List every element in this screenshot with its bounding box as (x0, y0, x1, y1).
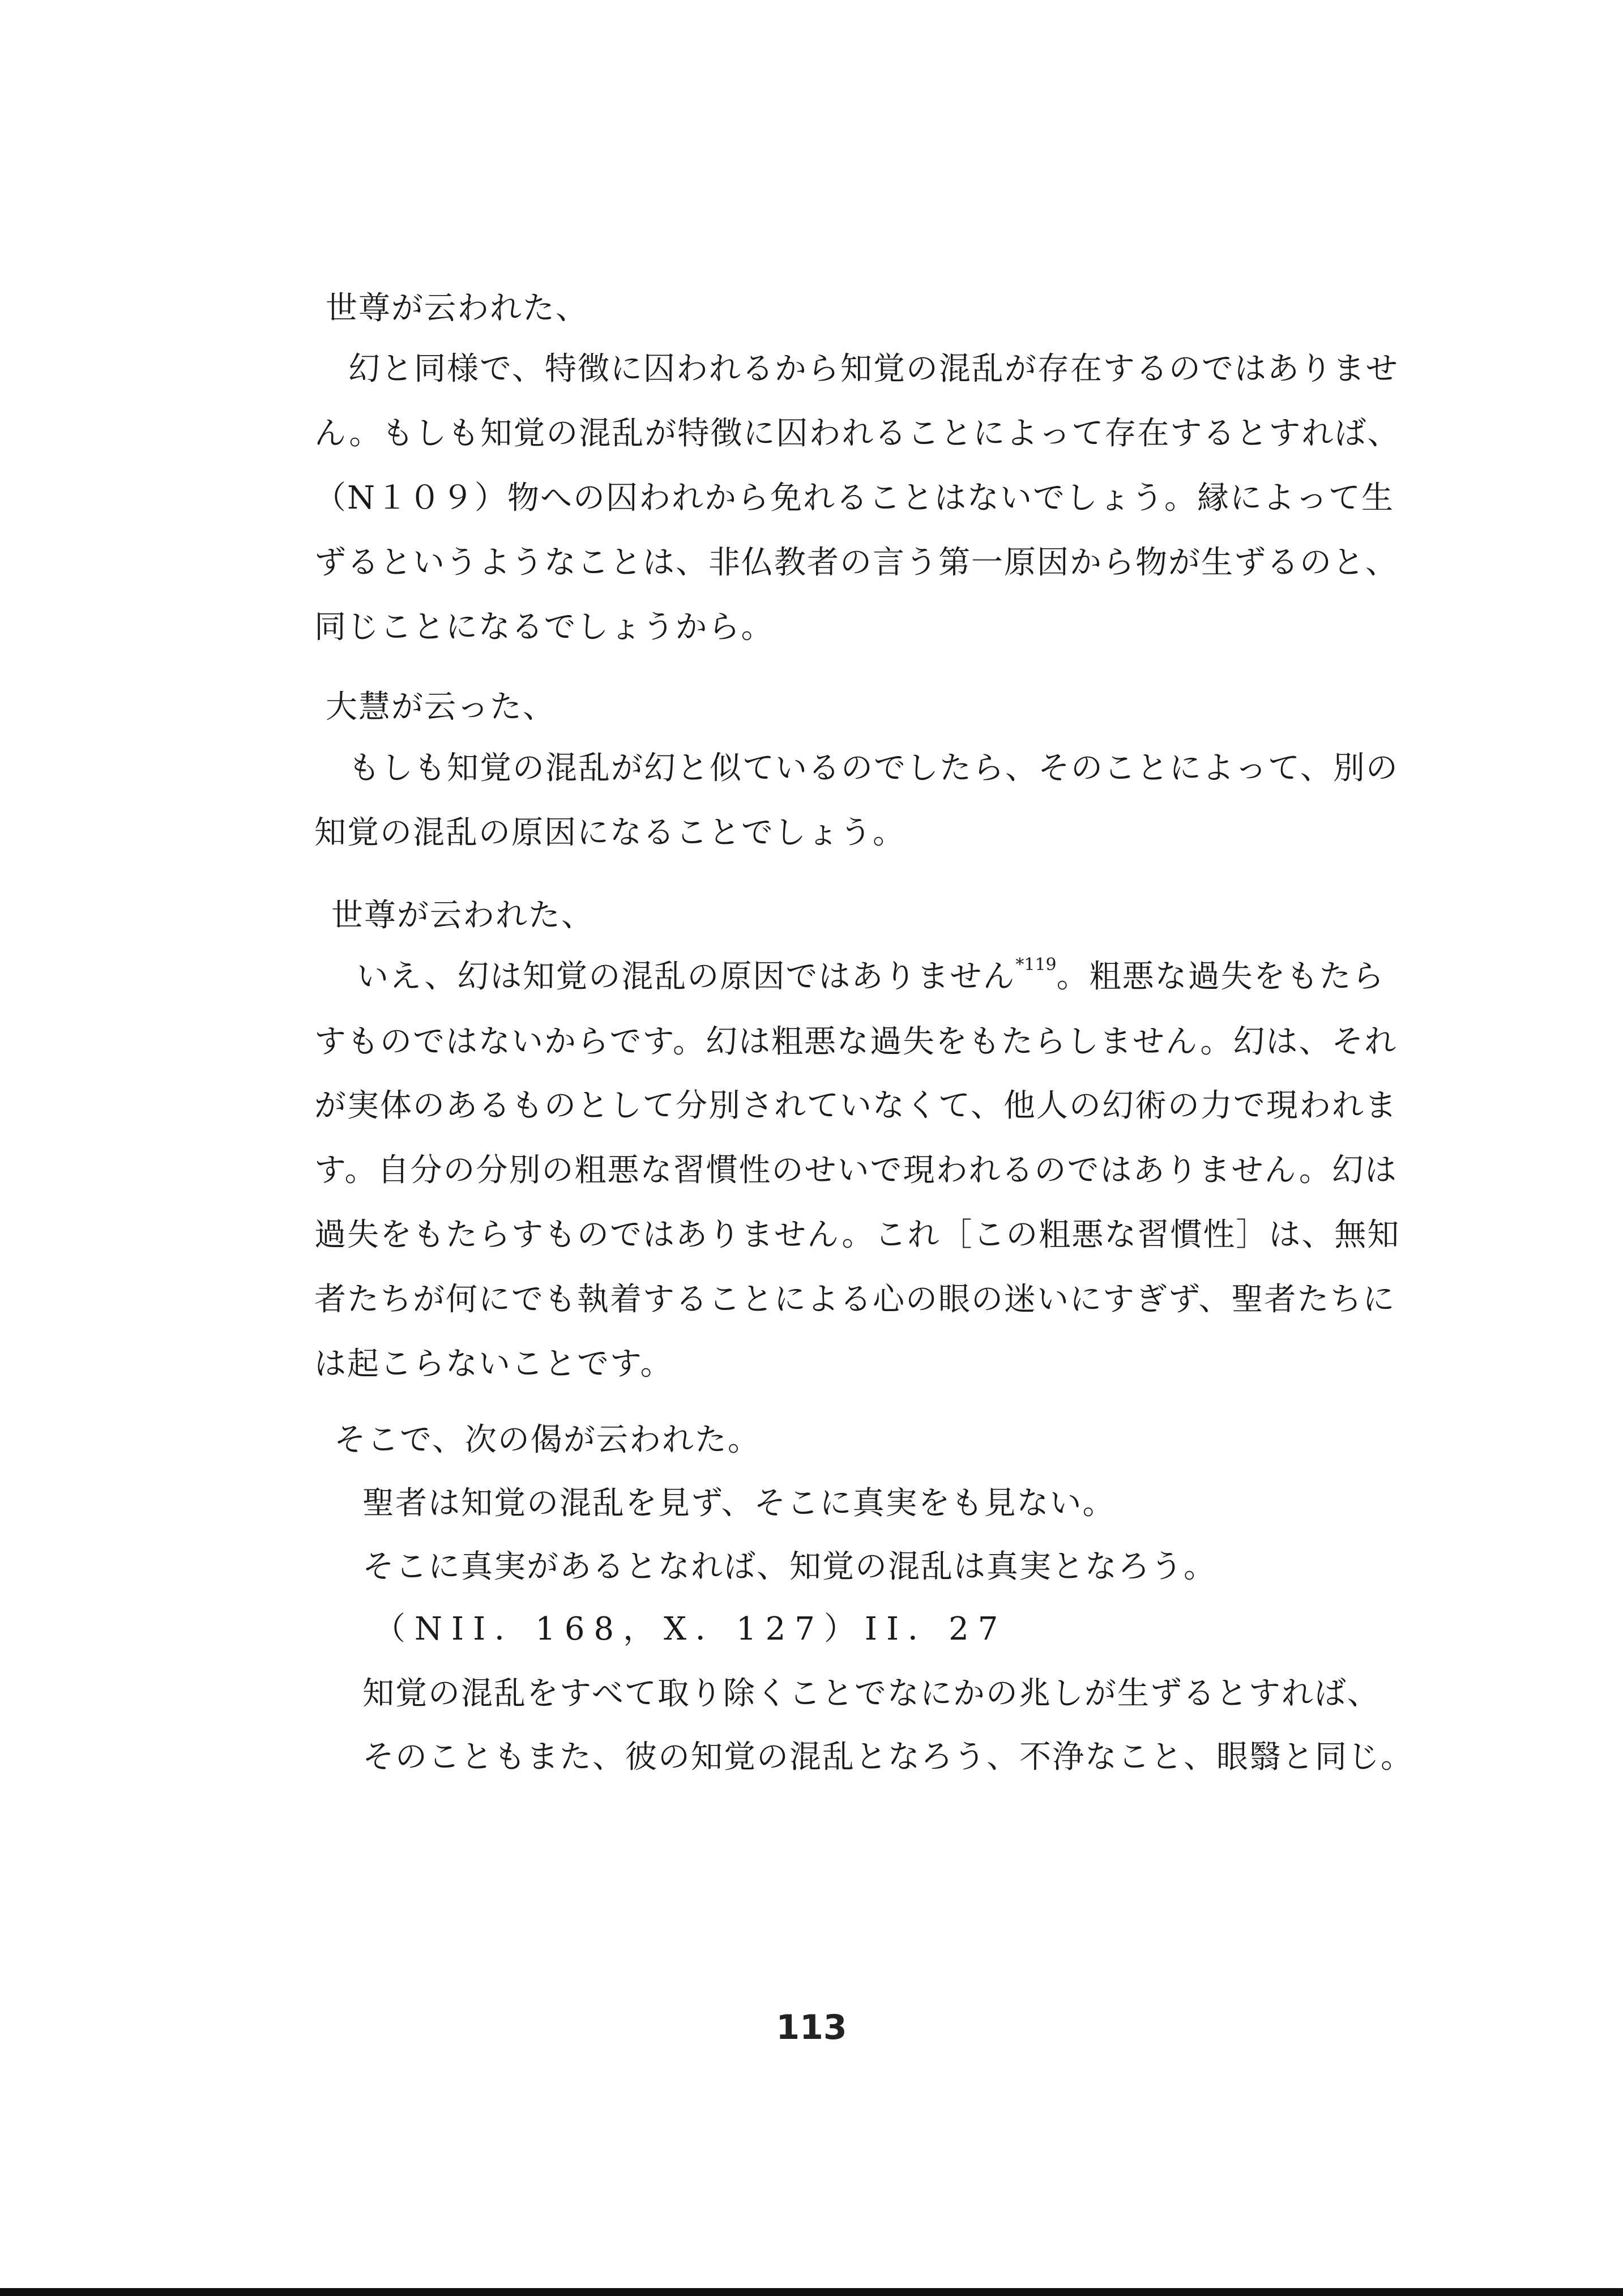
paragraph-line: が実体のあるものとして分別されていなくて、他人の幻術の力で現われま (314, 1087, 1398, 1124)
paragraph-line: す。自分の分別の粗悪な習慣性のせいで現われるのではありません。幻は (314, 1152, 1398, 1189)
verse-line: そこに真実があるとなれば、知覚の混乱は真実となろう。 (362, 1548, 1216, 1585)
speaker-line: 大慧が云った、 (326, 689, 556, 725)
verse-reference: （NII．168，X．127）II．27 (374, 1611, 1007, 1648)
bottom-border (0, 2288, 1623, 2296)
paragraph-line: 過失をもたらすものではありません。これ［この粗悪な習慣性］は、無知 (314, 1217, 1400, 1253)
paragraph-line: は起こらないことです。 (314, 1346, 673, 1382)
paragraph-line: ん。もしも知覚の混乱が特徴に囚われることによって存在するとすれば、 (314, 415, 1400, 452)
paragraph-line: （N１０９）物への囚われから免れることはないでしょう。縁によって生 (314, 480, 1394, 517)
speaker-line: そこで、次の偈が云われた。 (334, 1422, 761, 1458)
page-number: 113 (776, 2008, 847, 2047)
paragraph-line: 知覚の混乱の原因になることでしょう。 (314, 814, 906, 851)
paragraph-line: ずるというようなことは、非仏教者の言う第一原因から物が生ずるのと、 (314, 544, 1398, 581)
paragraph-text: いえ、幻は知覚の混乱の原因ではありません (357, 958, 1016, 995)
paragraph-line (357, 955, 1385, 997)
verse-line: 知覚の混乱をすべて取り除くことでなにかの兆しが生ずるとすれば、 (362, 1675, 1380, 1712)
verse-line: 聖者は知覚の混乱を見ず、そこに真実をも見ない。 (362, 1485, 1116, 1522)
speaker-line: 世尊が云われた、 (326, 290, 588, 327)
paragraph-line: 同じことになるでしょうから。 (314, 609, 774, 646)
footnote-marker: *119 (1015, 955, 1057, 975)
verse-line: そのこともまた、彼の知覚の混乱となろう、不浄なこと、眼翳と同じ。 (362, 1739, 1413, 1776)
paragraph-line: 幻と同様で、特徴に囚われるから知覚の混乱が存在するのではありませ (348, 351, 1399, 387)
paragraph-line: すものではないからです。幻は粗悪な過失をもたらしません。幻は、それ (314, 1023, 1398, 1060)
paragraph-line: 者たちが何にでも執着することによる心の眼の迷いにすぎず、聖者たちに (314, 1281, 1396, 1318)
paragraph-text: 。粗悪な過失をもたら (1056, 958, 1385, 995)
paragraph-line: もしも知覚の混乱が幻と似ているのでしたら、そのことによって、別の (348, 750, 1399, 787)
speaker-line: 世尊が云われた、 (331, 897, 594, 934)
